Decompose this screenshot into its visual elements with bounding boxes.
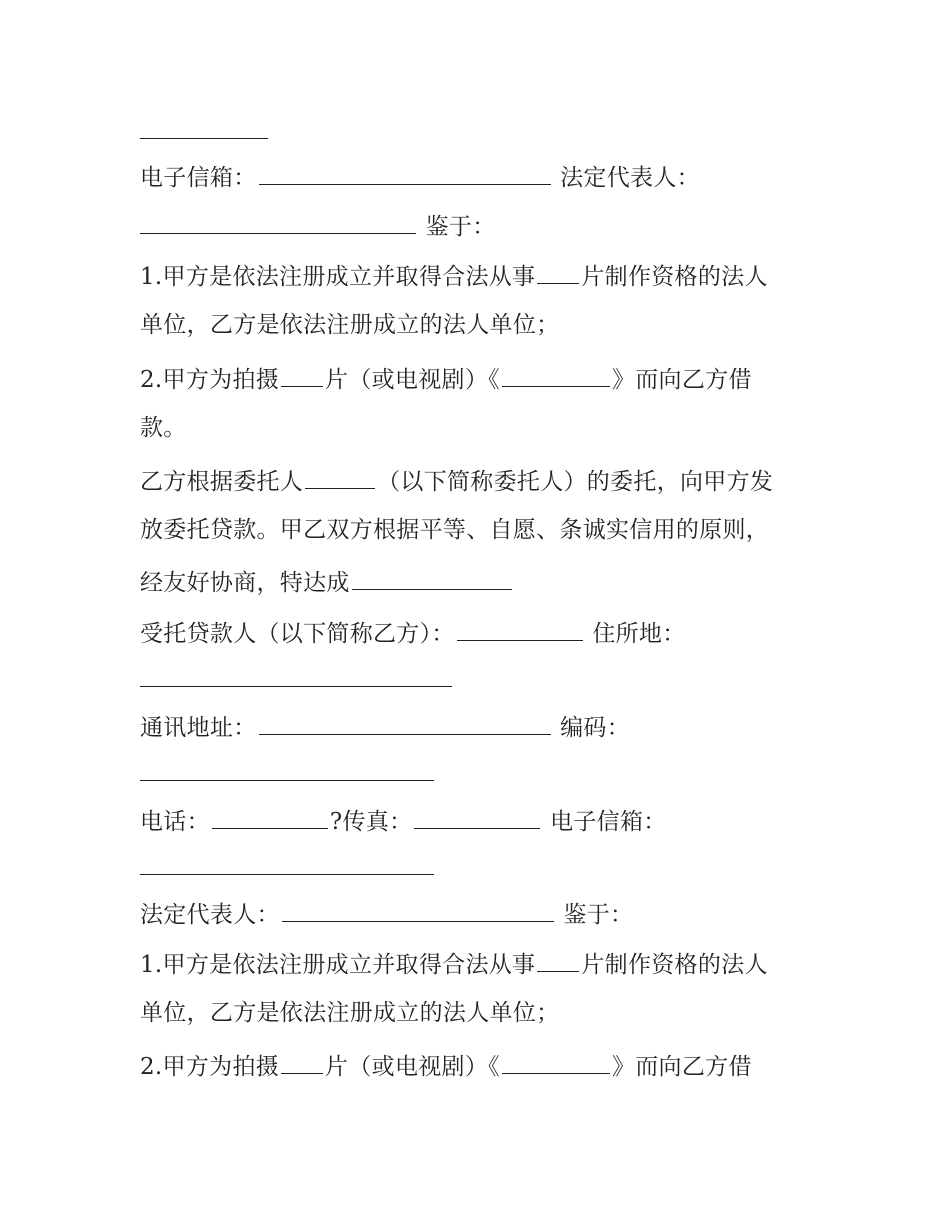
clause-text: 2.甲方为拍摄 [140, 1054, 280, 1080]
clause-text: 乙方根据委托人 [140, 469, 304, 495]
label-legal-rep: 法定代表人： [140, 902, 280, 928]
text-line [140, 895, 820, 931]
clause-text: 单位，乙方是依法注册成立的法人单位； [140, 312, 560, 338]
fill-blank[interactable] [259, 158, 551, 185]
label-phone: 电话： [140, 809, 210, 835]
fill-blank[interactable] [140, 112, 268, 139]
text-line [140, 207, 820, 243]
fill-blank[interactable] [502, 360, 610, 387]
clause-text: （以下简称委托人）的委托，向甲方发 [377, 469, 774, 495]
fill-blank[interactable] [502, 1047, 610, 1074]
fill-blank[interactable] [259, 708, 551, 735]
text-line [140, 360, 820, 396]
fill-blank[interactable] [281, 360, 323, 387]
text-line [140, 462, 820, 498]
clause-text: 片（或电视剧）《 [325, 1054, 500, 1080]
clause-text: 2.甲方为拍摄 [140, 367, 280, 393]
clause-text: 片（或电视剧）《 [325, 367, 500, 393]
text-line [140, 112, 820, 148]
clause-text: 》而向乙方借 [611, 1054, 752, 1080]
text-line [140, 410, 820, 446]
fill-blank[interactable] [140, 660, 452, 687]
text-line [140, 614, 820, 650]
fill-blank[interactable] [140, 848, 434, 875]
text-line [140, 563, 820, 599]
label-email: 电子信箱： [550, 809, 667, 835]
text-line [140, 754, 820, 790]
text-line [140, 708, 820, 744]
label-address: 住所地： [592, 621, 686, 647]
fill-blank[interactable] [414, 802, 540, 829]
fill-blank[interactable] [537, 257, 579, 284]
fill-blank[interactable] [281, 1047, 323, 1074]
clause-text: 片制作资格的法人 [581, 952, 768, 978]
text-line [140, 802, 820, 838]
fill-blank[interactable] [537, 945, 579, 972]
text-line [140, 660, 820, 696]
label-mail-address: 通讯地址： [140, 715, 257, 741]
text-line [140, 1047, 820, 1083]
clause-text: 》而向乙方借 [611, 367, 752, 393]
label-trustee: 受托贷款人（以下简称乙方）： [140, 621, 455, 647]
fill-blank[interactable] [457, 614, 583, 641]
text-line [140, 945, 820, 981]
fill-blank[interactable] [282, 895, 554, 922]
label-legal-rep: 法定代表人： [560, 165, 700, 191]
clause-text: 1.甲方是依法注册成立并取得合法从事 [140, 264, 536, 290]
clause-text: 单位，乙方是依法注册成立的法人单位； [140, 1000, 560, 1026]
clause-text: 1.甲方是依法注册成立并取得合法从事 [140, 952, 536, 978]
fill-blank[interactable] [352, 563, 512, 590]
fill-blank[interactable] [140, 754, 434, 781]
label-whereas: 鉴于： [425, 214, 496, 240]
text-line [140, 995, 820, 1031]
fill-blank[interactable] [140, 207, 416, 234]
clause-text: 款。 [140, 415, 187, 441]
text-line [140, 307, 820, 343]
text-line [140, 257, 820, 293]
label-email: 电子信箱： [140, 165, 257, 191]
fill-blank[interactable] [305, 462, 375, 489]
text-line [140, 512, 820, 548]
label-fax: ?传真： [329, 809, 413, 835]
clause-text: 放委托贷款。甲乙双方根据平等、自愿、条诚实信用的原则， [140, 517, 770, 543]
text-line [140, 158, 820, 194]
label-whereas: 鉴于： [563, 902, 634, 928]
clause-text: 经友好协商，特达成 [140, 570, 350, 596]
clause-text: 片制作资格的法人 [581, 264, 768, 290]
label-postcode: 编码： [560, 715, 631, 741]
text-line [140, 848, 820, 884]
fill-blank[interactable] [212, 802, 328, 829]
